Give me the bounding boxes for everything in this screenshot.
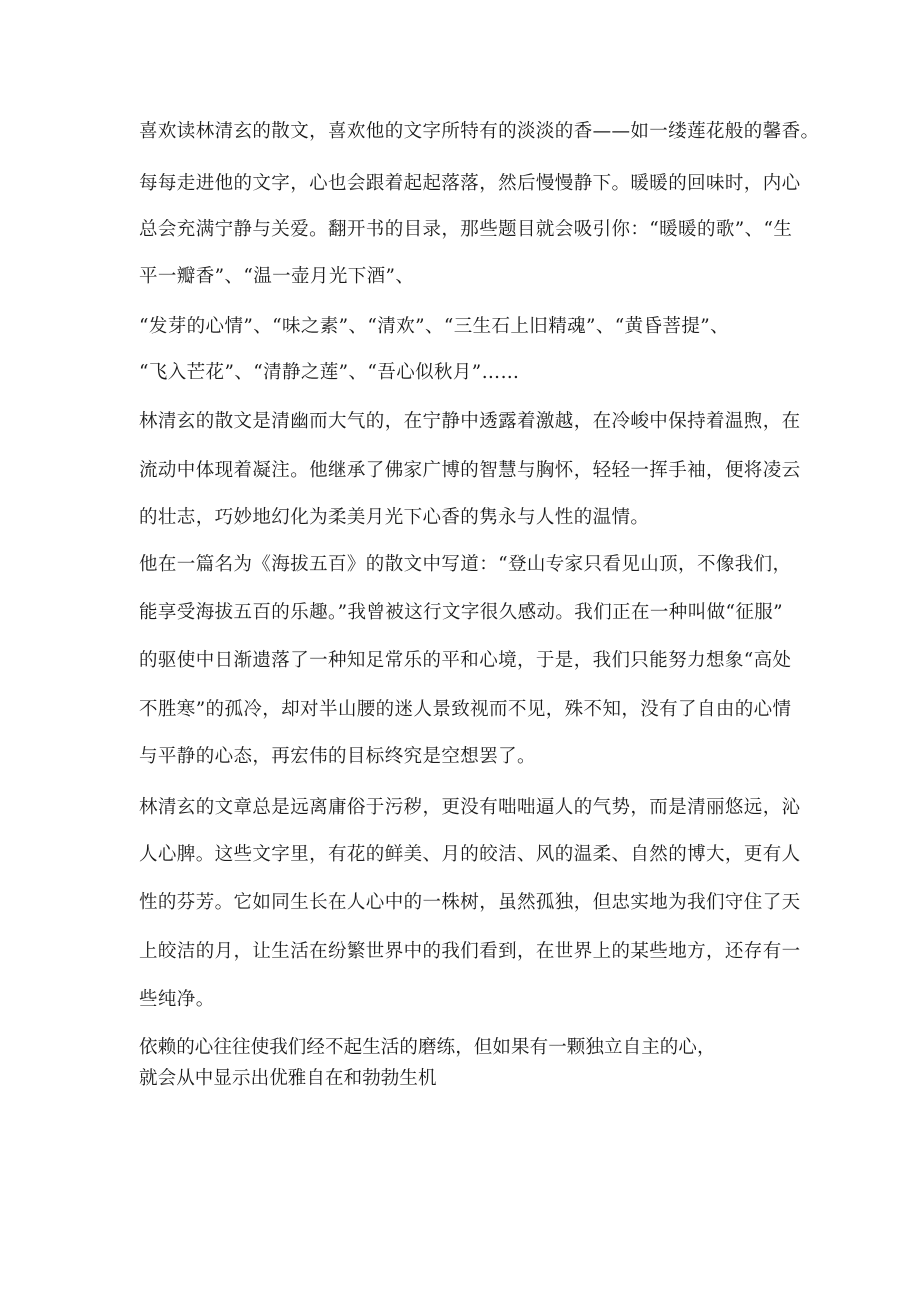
text-line: 不胜寒”的孤冷，却对半山腰的迷人景致视而不见，殊不知，没有了自由的心情 [139, 699, 792, 720]
text-line: 人心脾。这些文字里，有花的鲜美、月的皎洁、风的温柔、自然的博大，更有人 [139, 844, 801, 865]
text-line: 就会从中显示出优雅自在和勃勃生机 [139, 1068, 437, 1089]
text-line: 依赖的心往往使我们经不起生活的磨练，但如果有一颗独立自主的心， [139, 1037, 716, 1058]
text-line: 上皎洁的月，让生活在纷繁世界中的我们看到，在世界上的某些地方，还存有一 [139, 941, 801, 962]
text-line: 总会充满宁静与关爱。翻开书的目录，那些题目就会吸引你：“暖暖的歌”、“生 [139, 219, 793, 240]
text-line: 与平静的心态，再宏伟的目标终究是空想罢了。 [139, 746, 536, 767]
text-line: 性的芬芳。它如同生长在人心中的一株树，虽然孤独，但忠实地为我们守住了天 [139, 892, 801, 913]
text-line: 的驱使中日渐遗落了一种知足常乐的平和心境，于是，我们只能努力想象“高处 [139, 650, 792, 671]
text-line: 能享受海拔五百的乐趣。”我曾被这行文字很久感动。我们正在一种叫做“征服” [139, 602, 784, 623]
text-line: 林清玄的文章总是远离庸俗于污秽，更没有咄咄逼人的气势，而是清丽悠远，沁 [139, 797, 801, 818]
text-line: 每每走进他的文字，心也会跟着起起落落，然后慢慢静下。暖暖的回味时，内心 [139, 173, 801, 194]
text-line: 的壮志，巧妙地幻化为柔美月光下心香的隽永与人性的温情。 [139, 507, 650, 528]
text-line: 林清玄的散文是清幽而大气的，在宁静中透露着激越，在冷峻中保持着温煦，在 [139, 411, 801, 432]
text-line: “飞入芒花”、“清静之莲”、“吾心似秋月”…… [139, 362, 520, 383]
text-line: 他在一篇名为《海拔五百》的散文中写道：“登山专家只看见山顶，不像我们， [139, 554, 792, 575]
text-line: 流动中体现着凝注。他继承了佛家广博的智慧与胸怀，轻轻一挥手袖，便将凌云 [139, 460, 801, 481]
text-line: “发芽的心情”、“味之素”、“清欢”、“三生石上旧精魂”、“黄昏菩提”、 [139, 316, 729, 337]
text-line: 些纯净。 [139, 989, 215, 1010]
text-line: 喜欢读林清玄的散文，喜欢他的文字所特有的淡淡的香——如一缕莲花般的馨香。 [139, 121, 820, 142]
text-line: 平一瓣香”、“温一壶月光下酒”、 [139, 266, 415, 287]
